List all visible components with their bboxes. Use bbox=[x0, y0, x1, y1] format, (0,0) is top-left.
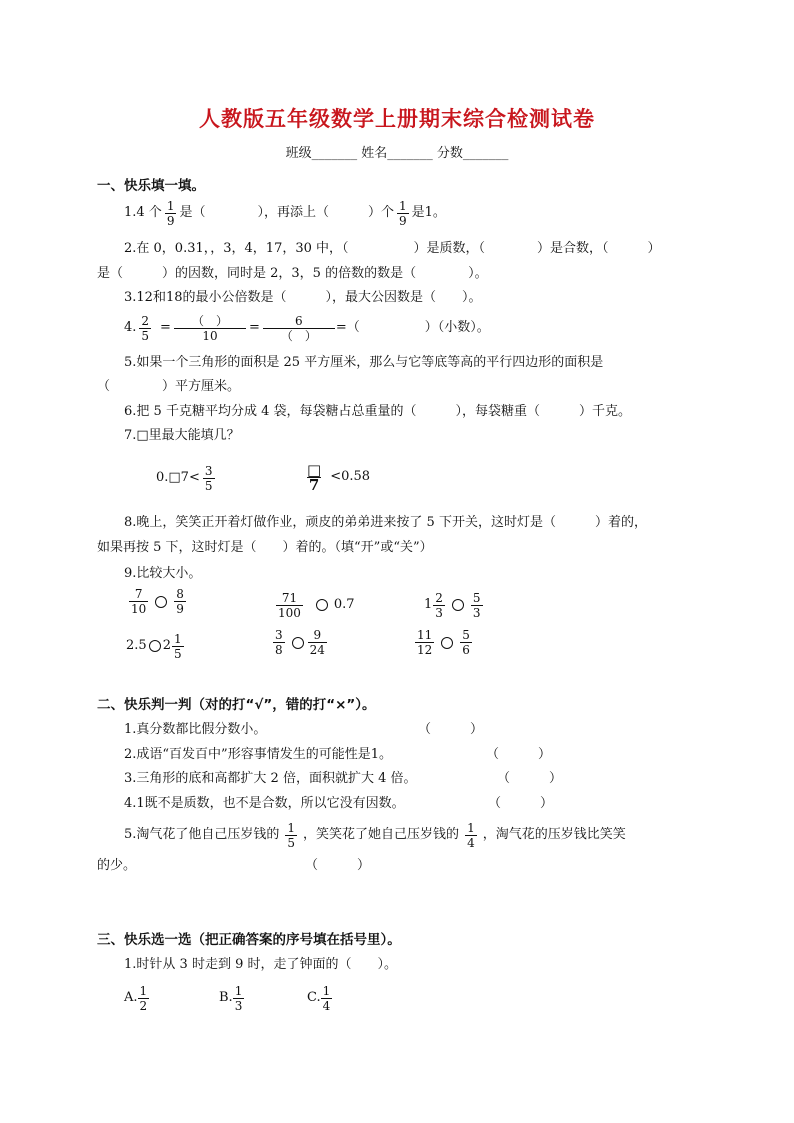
fraction bbox=[165, 199, 177, 228]
compare-circle[interactable] bbox=[452, 599, 464, 611]
denominator: 100 bbox=[278, 605, 301, 620]
denominator: 5 bbox=[287, 835, 296, 850]
answer-paren[interactable]: （ ） bbox=[418, 722, 484, 737]
judge-question-1: 1.真分数都比假分数小。 bbox=[124, 722, 267, 737]
denominator: 4 bbox=[467, 835, 475, 850]
denominator: 3 bbox=[472, 605, 481, 620]
fraction bbox=[269, 314, 329, 343]
denominator: 7 bbox=[308, 475, 320, 494]
denominator: 12 bbox=[417, 643, 433, 657]
numerator: 3 bbox=[275, 628, 283, 642]
compare-item bbox=[126, 587, 189, 616]
denominator: 5 bbox=[141, 328, 150, 343]
numerator: 6 bbox=[295, 313, 303, 328]
section-1-heading: 一、快乐填一填。 bbox=[97, 178, 205, 194]
choice-question-1: 1.时针从 3 时走到 9 时，走了钟面的（ ）。 bbox=[124, 957, 397, 972]
compare-circle[interactable] bbox=[155, 596, 167, 608]
numerator: 1 bbox=[139, 983, 148, 998]
question-1-9: 9.比较大小。 bbox=[124, 566, 202, 581]
numerator: 1 bbox=[322, 983, 331, 998]
q5-text-c: ，淘气花的压岁钱比笑笑 bbox=[482, 827, 626, 842]
question-1-6: 6.把 5 千克糖平均分成 4 袋，每袋糖占总重量的（ ），每袋糖重（ ）千克。 bbox=[124, 404, 631, 419]
numerator: 5 bbox=[462, 628, 470, 642]
compare-circle[interactable] bbox=[292, 637, 304, 649]
fraction bbox=[138, 984, 150, 1013]
fraction bbox=[465, 821, 477, 850]
question-1-5-line-1: 5.如果一个三角形的面积是 25 平方厘米，那么与它等底等高的平行四边形的面积是 bbox=[124, 355, 604, 370]
fraction bbox=[471, 591, 483, 620]
fraction bbox=[273, 628, 285, 657]
denominator: 3 bbox=[234, 998, 243, 1013]
denominator: 5 bbox=[204, 478, 213, 493]
fraction bbox=[172, 632, 184, 661]
question-1-4 bbox=[124, 311, 490, 345]
judge-question-5-line-2: 的少。 bbox=[97, 858, 137, 873]
fraction bbox=[397, 199, 409, 228]
q4-prefix: 4. bbox=[124, 320, 137, 335]
denominator: 10 bbox=[174, 328, 246, 343]
equals-sign: = bbox=[248, 320, 260, 335]
fraction bbox=[174, 587, 186, 616]
fraction bbox=[276, 591, 303, 620]
question-1-2-line-1: 2.在 0，0.31，，3，4，17，30 中，（ ）是质数，（ ）是合数，（ ） bbox=[124, 241, 661, 256]
q1-text-b: 是（ ），再添上（ ）个 bbox=[179, 205, 394, 220]
q7b-right: <0.58 bbox=[330, 469, 371, 484]
denominator: 5 bbox=[173, 646, 182, 661]
question-1-1 bbox=[124, 198, 446, 228]
question-1-8-line-1: 8.晚上，笑笑正开着灯做作业，顽皮的弟弟进来按了 5 下开关，这时灯是（ ）着的， bbox=[124, 515, 647, 530]
q5-text-b: ，笑笑花了她自己压岁钱的 bbox=[303, 827, 460, 842]
whole: 2 bbox=[162, 638, 171, 653]
numerator: 2 bbox=[435, 590, 443, 605]
section-3-heading: 三、快乐选一选（把正确答案的序号填在括号里）。 bbox=[97, 932, 401, 948]
compare-circle[interactable] bbox=[441, 637, 453, 649]
numerator: 1 bbox=[398, 198, 407, 213]
whole: 1 bbox=[424, 597, 433, 612]
numerator: 7 bbox=[134, 587, 143, 601]
denominator: 9 bbox=[398, 213, 407, 228]
numerator: 1 bbox=[234, 983, 243, 998]
answer-paren[interactable]: （ ） bbox=[305, 858, 371, 873]
equals-sign: = bbox=[160, 320, 171, 335]
answer-paren[interactable]: （ ） bbox=[497, 771, 563, 786]
fraction bbox=[433, 591, 445, 620]
fraction bbox=[233, 984, 245, 1013]
denominator: 2 bbox=[139, 998, 148, 1013]
question-1-7-a bbox=[156, 458, 218, 498]
option-label: C. bbox=[307, 990, 321, 1005]
numerator: 9 bbox=[313, 628, 322, 642]
denominator: 9 bbox=[166, 213, 175, 228]
numerator: □ bbox=[307, 460, 322, 479]
denominator: 8 bbox=[275, 643, 283, 657]
answer-paren[interactable]: （ ） bbox=[488, 796, 554, 811]
fraction bbox=[129, 587, 148, 616]
q5-text-a: 5.淘气花了他自己压岁钱的 bbox=[124, 827, 280, 842]
denominator: 3 bbox=[435, 605, 443, 620]
q1-text-a: 1.4 个 bbox=[124, 205, 162, 220]
numerator: 1 bbox=[467, 820, 475, 835]
fraction bbox=[308, 628, 327, 657]
fraction bbox=[180, 314, 240, 343]
judge-question-4: 4.1既不是质数，也不是合数，所以它没有因数。 bbox=[124, 796, 405, 811]
compare-circle[interactable] bbox=[149, 640, 161, 652]
compare-item bbox=[412, 628, 475, 657]
mixed-number bbox=[163, 628, 187, 664]
numerator: 8 bbox=[176, 587, 184, 601]
numerator: 1 bbox=[166, 198, 175, 213]
numerator: 3 bbox=[204, 463, 213, 478]
judge-question-3: 3.三角形的底和高都扩大 2 倍，面积就扩大 4 倍。 bbox=[124, 771, 417, 786]
fraction bbox=[203, 464, 215, 493]
fraction bbox=[321, 984, 333, 1013]
denominator: 4 bbox=[322, 998, 331, 1013]
answer-paren[interactable]: （ ） bbox=[486, 747, 552, 762]
option-label: A. bbox=[124, 990, 138, 1005]
numerator: 11 bbox=[417, 628, 433, 642]
denominator: 24 bbox=[309, 643, 325, 657]
numerator: 71 bbox=[281, 590, 298, 605]
denominator: （ ） bbox=[263, 328, 335, 343]
compare-circle[interactable] bbox=[316, 599, 328, 611]
mixed-number bbox=[424, 587, 448, 623]
question-1-7: 7.□里最大能填几？ bbox=[124, 428, 240, 443]
numerator: 2 bbox=[141, 313, 150, 328]
question-1-5-line-2: （ ）平方厘米。 bbox=[97, 379, 241, 394]
question-1-2-line-2: 是（ ）的因数，同时是 2，3，5 的倍数的数是（ ）。 bbox=[97, 266, 488, 281]
numerator: 5 bbox=[472, 590, 481, 605]
page-title: 人教版五年级数学上册期末综合检测试卷 bbox=[199, 107, 595, 131]
fraction bbox=[285, 821, 297, 850]
q4-tail: =（ ）（小数）。 bbox=[335, 320, 490, 335]
section-2-heading: 二、快乐判一判（对的打“√”，错的打“×”）。 bbox=[97, 697, 376, 713]
student-info-line: 班级_______ 姓名_______ 分数_______ bbox=[285, 146, 509, 161]
denominator: 6 bbox=[462, 643, 470, 657]
question-1-3: 3.12和18的最小公倍数是（ ），最大公因数是（ ）。 bbox=[124, 290, 482, 305]
fraction bbox=[139, 314, 151, 343]
compare-item bbox=[273, 587, 355, 623]
compare-item bbox=[270, 628, 330, 657]
numerator: 1 bbox=[173, 631, 182, 646]
compare-item bbox=[126, 628, 187, 664]
q7a-left: 0.□7< bbox=[156, 470, 200, 485]
choice-option-c[interactable] bbox=[307, 980, 335, 1016]
judge-question-5 bbox=[124, 815, 626, 855]
question-1-7-b bbox=[302, 456, 370, 498]
numerator: （ ） bbox=[191, 313, 228, 328]
compare-left: 2.5 bbox=[126, 638, 147, 653]
q1-text-c: 是1。 bbox=[411, 205, 446, 220]
question-1-8-line-2: 如果再按 5 下，这时灯是（ ）着的。（填“开”或“关”） bbox=[97, 540, 433, 555]
fraction bbox=[415, 628, 434, 657]
judge-question-2: 2.成语“百发百中”形容事情发生的可能性是1。 bbox=[124, 747, 392, 762]
fraction bbox=[305, 460, 323, 494]
choice-option-b[interactable] bbox=[219, 980, 247, 1016]
numerator: 1 bbox=[287, 820, 296, 835]
compare-right: 0.7 bbox=[333, 597, 355, 612]
compare-item bbox=[424, 587, 486, 623]
denominator: 9 bbox=[176, 602, 184, 616]
fraction bbox=[460, 628, 472, 657]
choice-option-a[interactable] bbox=[124, 980, 152, 1016]
option-label: B. bbox=[219, 990, 233, 1005]
denominator: 10 bbox=[131, 602, 147, 616]
